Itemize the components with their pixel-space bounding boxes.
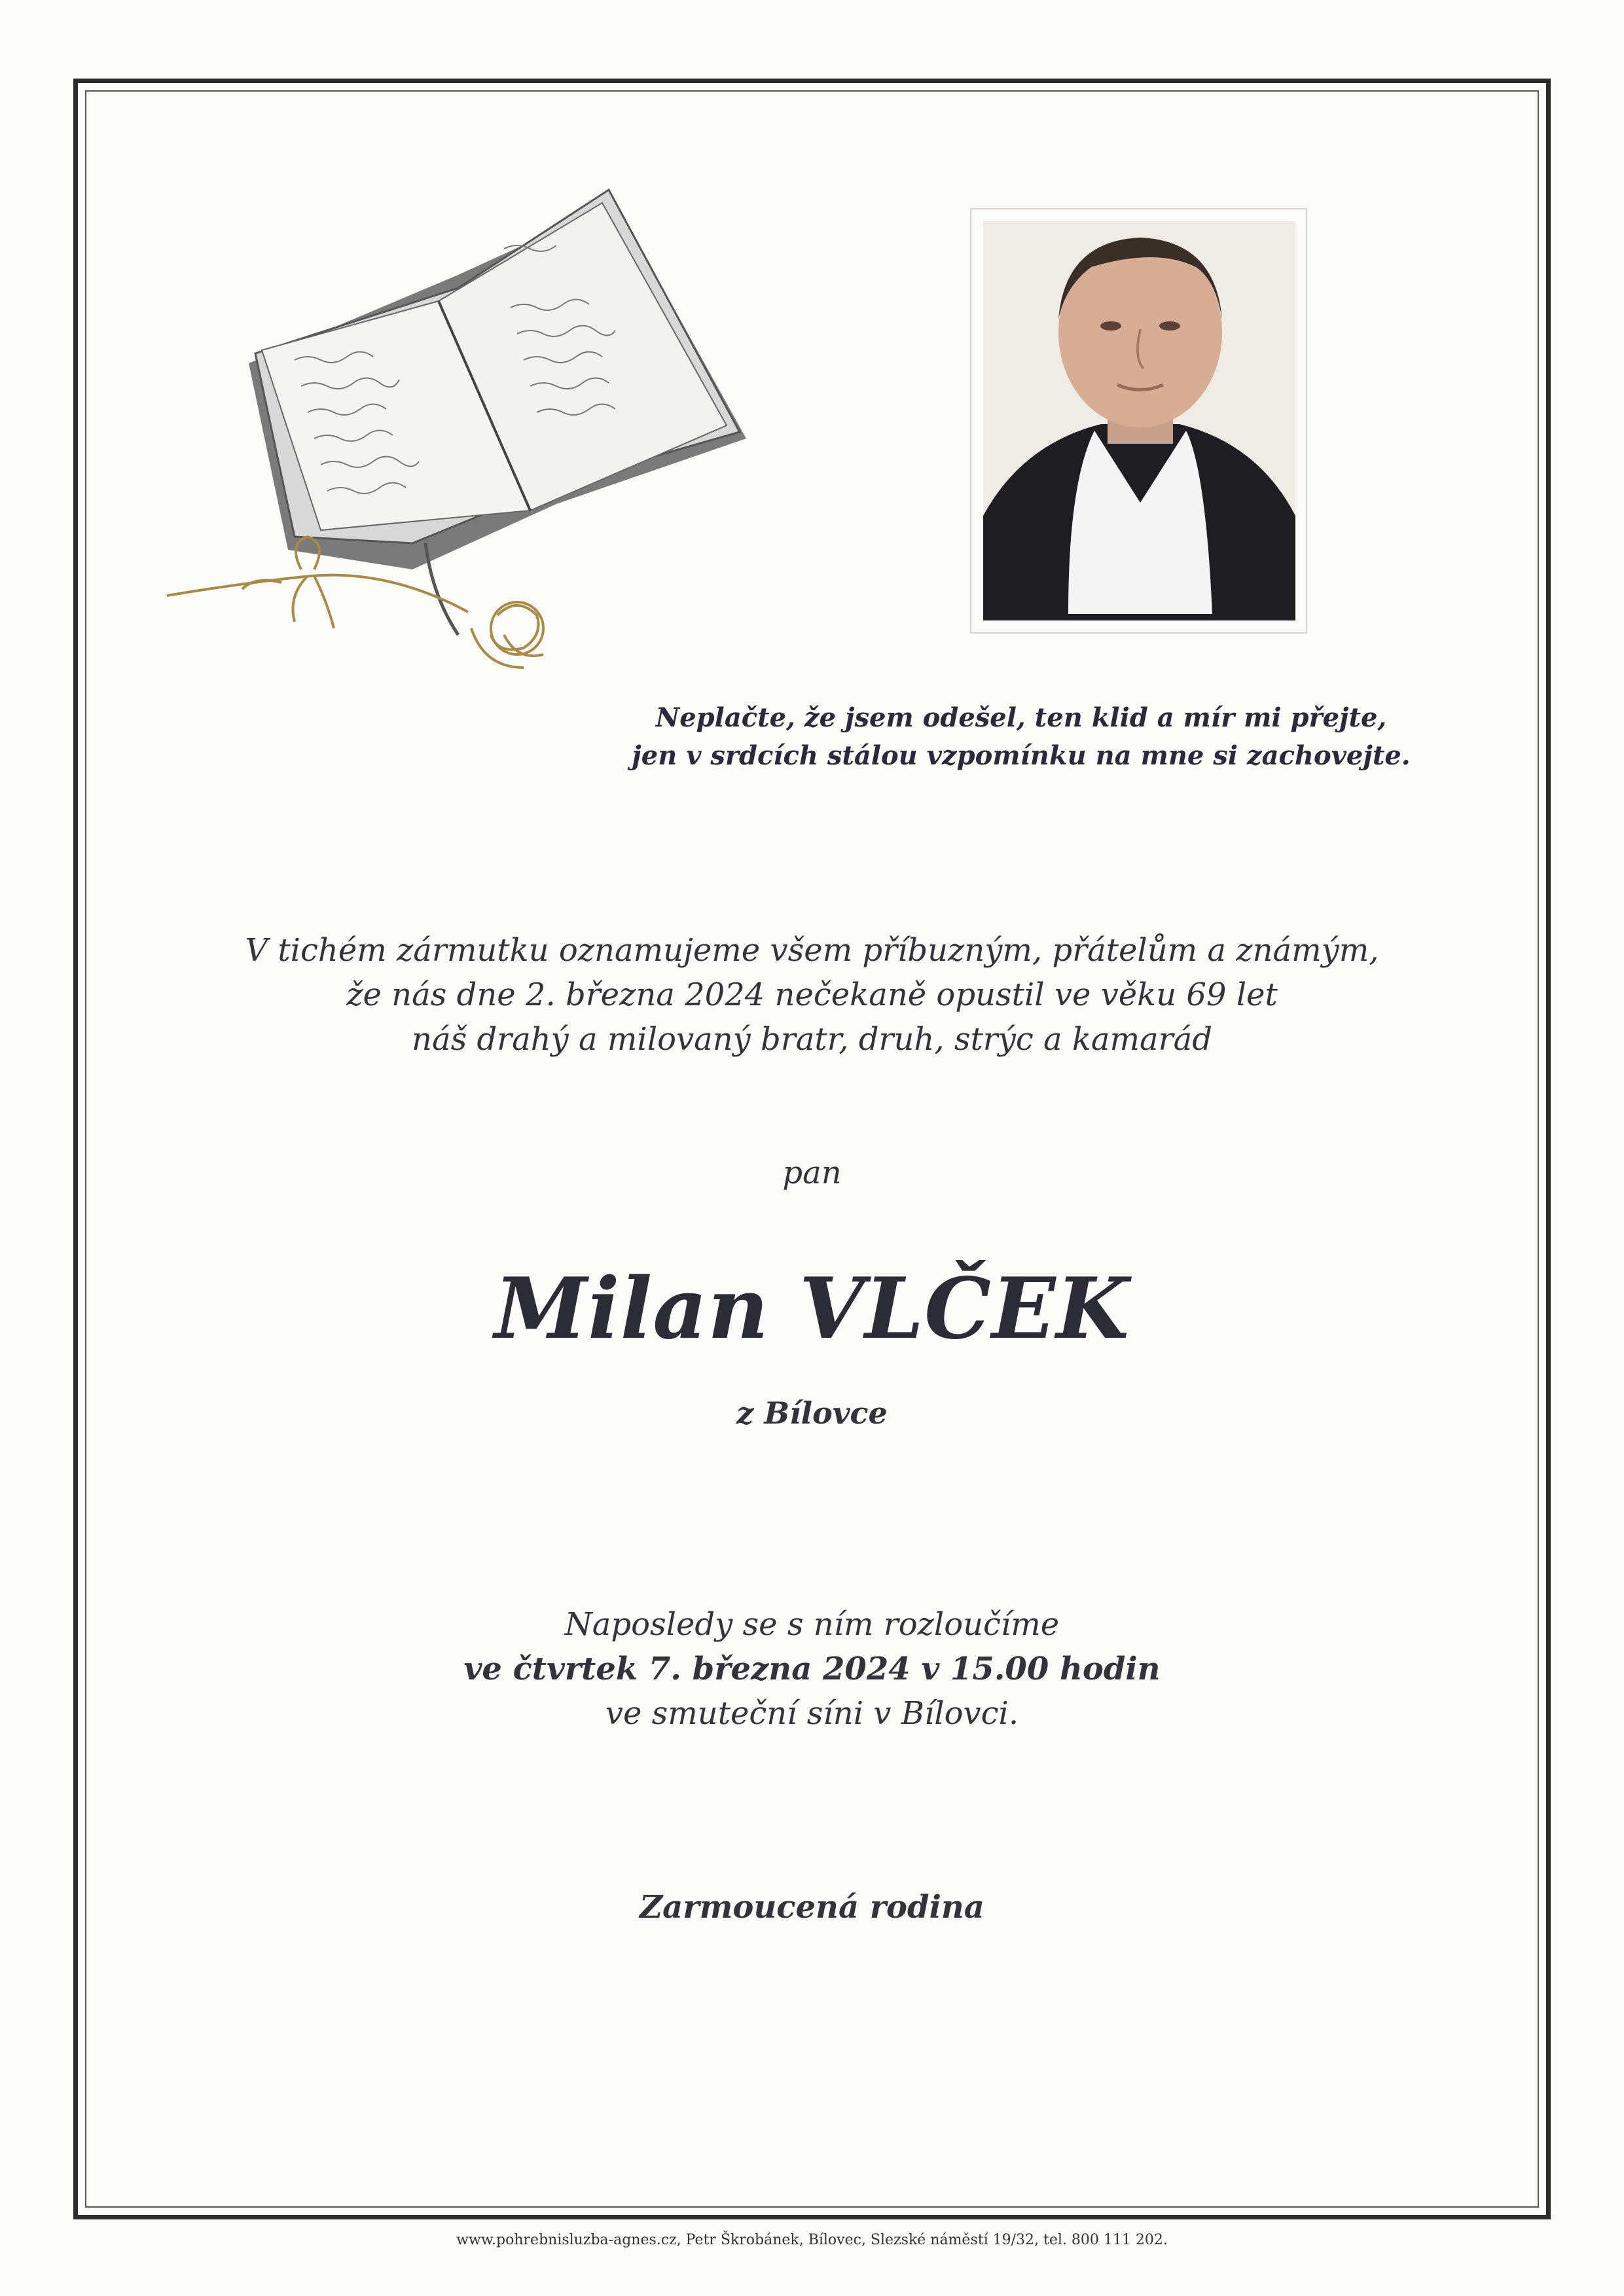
portrait-image <box>983 221 1295 620</box>
announcement-line: že nás dne 2. března 2024 nečekaně opustil ve věku 69 let <box>346 977 1278 1013</box>
funeral-service-footer: www.pohrebnisluzba-agnes.cz, Petr Škrobánek, Bílovec, Slezské náměstí 19/32, tel. 800 111 202. <box>456 2232 1168 2248</box>
funeral-date-time: ve čtvrtek 7. března 2024 v 15.00 hodin <box>463 1651 1161 1687</box>
family-signature: Zarmoucená rodina <box>640 1889 984 1926</box>
verse-line: jen v srdcích stálou vzpomínku na mne si zachovejte. <box>632 740 1411 771</box>
book-rose-illustration <box>164 177 753 700</box>
portrait-frame <box>970 208 1307 634</box>
announcement-line: V tichém zármutku oznamujeme všem příbuzným, přátelům a známým, <box>245 932 1379 969</box>
verse-line: Neplačte, že jsem odešel, ten klid a mír mi přejte, <box>655 702 1387 733</box>
hometown: z Bílovce <box>736 1395 888 1431</box>
portrait-photo <box>983 221 1295 620</box>
funeral-details <box>131 1602 1493 1736</box>
memorial-verse <box>576 699 1466 775</box>
open-book-icon <box>249 190 746 635</box>
honorific: pan <box>782 1155 842 1191</box>
announcement-line: náš drahý a milovaný bratr, druh, strýc a kamarád <box>412 1021 1212 1058</box>
announcement-text <box>131 928 1493 1062</box>
farewell-line: Naposledy se s ním rozloučíme <box>564 1606 1060 1643</box>
funeral-location: ve smuteční síni v Bílovci. <box>605 1695 1019 1732</box>
deceased-name: Milan VLČEK <box>494 1260 1130 1358</box>
